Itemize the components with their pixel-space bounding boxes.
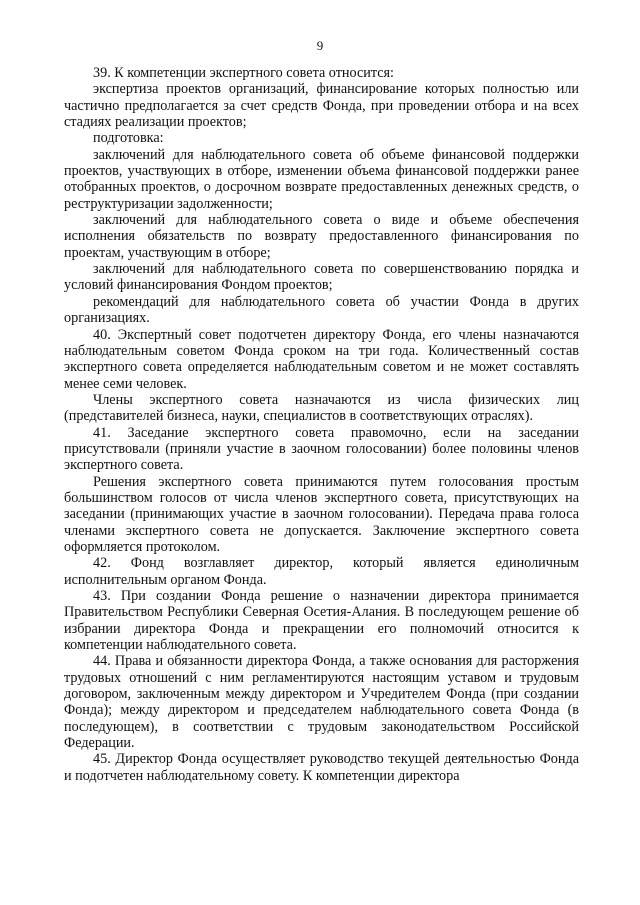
paragraph-42: 42. Фонд возглавляет директор, который является единоличным исполнительным органом Фонда. — [64, 555, 579, 588]
paragraph-43: 43. При создании Фонда решение о назначении директора принимается Правительством Республики Северная Осетия-Алания. В последующем решение об избрании директора Фонда и прекращении его полномочий относится к компетенции наблюдательного совета. — [64, 588, 579, 654]
paragraph-recommendations: рекомендаций для наблюдательного совета об участии Фонда в других организациях. — [64, 293, 579, 327]
paragraph-expertise: экспертиза проектов организаций, финансирование которых полностью или частично предполагается за счет средств Фонда, при проведении отбора и на всех стадиях реализации проектов; — [64, 81, 579, 131]
document-body — [64, 65, 579, 784]
paragraph-40: 40. Экспертный совет подотчетен директору Фонда, его члены назначаются наблюдательным советом Фонда сроком на три года. Количественный состав экспертного совета определяется наблюдательным советом и не может составлять менее семи человек. — [64, 326, 579, 392]
paragraph-44: 44. Права и обязанности директора Фонда, а также основания для расторжения трудовых отношений с ним регламентируются настоящим уставом и трудовым договором, заключенным между директором и Учредителем Фонда (при создании Фонда); между директором и председателем наблюдательного совета Фонда (в последующем), в соответствии с трудовым законодательством Российской Федерации. — [64, 653, 579, 752]
paragraph-39-heading: 39. К компетенции экспертного совета относится: — [93, 65, 394, 81]
paragraph-40-members: Члены экспертного совета назначаются из числа физических лиц (представителей бизнеса, науки, специалистов в соответствующих отраслях). — [64, 391, 579, 425]
paragraph-preparation: подготовка: — [93, 130, 164, 147]
paragraph-conclusions-security: заключений для наблюдательного совета о виде и объеме обеспечения исполнения обязательств по возврату предоставленного финансирования по проектам, участвующим в отборе; — [64, 212, 579, 261]
page-number: 9 — [316, 38, 324, 53]
paragraph-41: 41. Заседание экспертного совета правомочно, если на заседании присутствовали (приняли участие в заочном голосовании) более половины членов экспертного совета. — [64, 424, 579, 474]
paragraph-41-decisions: Решения экспертного совета принимаются путем голосования простым большинством голосов от числа членов экспертного совета, присутствующих на заседании (принимающих участие в заочном голосовании). Передача права голоса членами экспертного совета не допускается. Заключение экспертного совета оформляется протоколом. — [64, 473, 579, 555]
paragraph-conclusions-financial-support: заключений для наблюдательного совета об объеме финансовой поддержки проектов, участвующих в отборе, изменении объема финансовой поддержки ранее отобранных проектов, о досрочном возврате предоставленных денежных средств, о реструктуризации задолженности; — [64, 146, 579, 212]
paragraph-conclusions-improvement: заключений для наблюдательного совета по совершенствованию порядка и условий финансирования Фондом проектов; — [64, 261, 579, 294]
paragraph-45: 45. Директор Фонда осуществляет руководство текущей деятельностью Фонда и подотчетен наблюдательному совету. К компетенции директора — [64, 751, 579, 784]
